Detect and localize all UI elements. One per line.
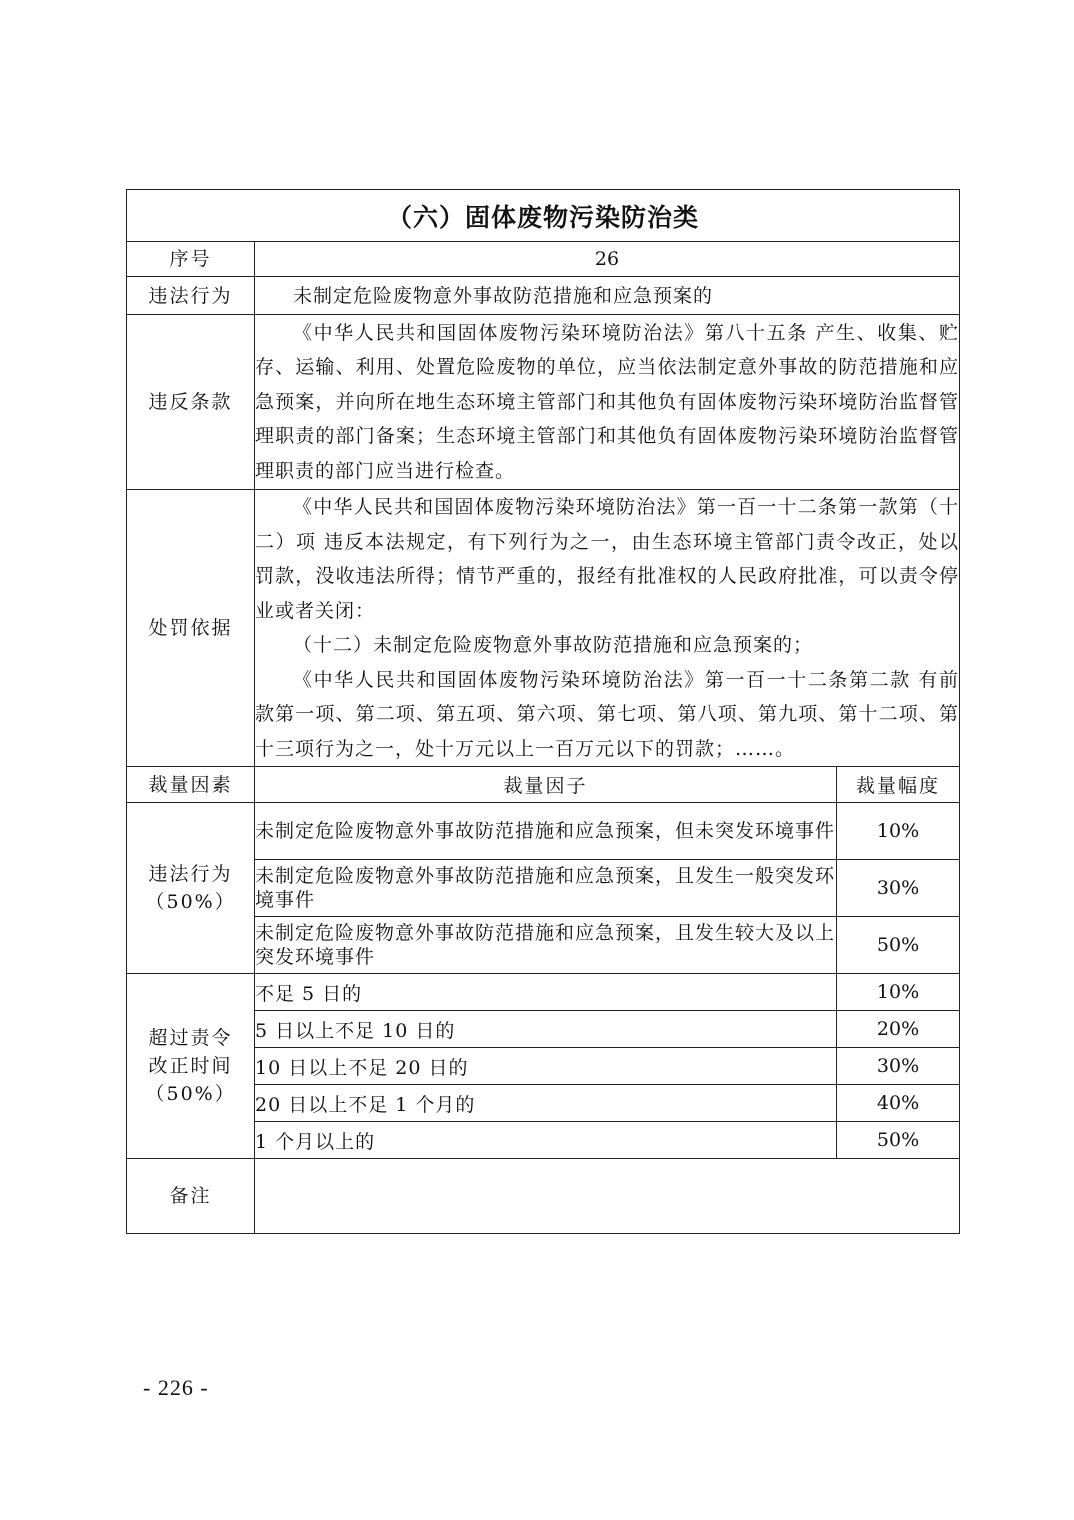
clause-label: 违反条款 [127, 315, 255, 490]
overtime-factor: 不足 5 日的 [255, 974, 837, 1011]
table-title: （六）固体废物污染防治类 [127, 190, 960, 242]
violation-cell [255, 277, 960, 315]
violation-pct: 30% [837, 860, 960, 917]
remarks-label: 备注 [127, 1159, 255, 1234]
violation-pct: 50% [837, 917, 960, 974]
penalty-paragraph: 《中华人民共和国固体废物污染环境防治法》第一百一十二条第二款 有前款第一项、第二项、第五项、第六项、第七项、第八项、第九项、第十二项、第十三项行为之一，处十万元以上一百万元以下的罚款；……。 [255, 668, 960, 760]
penalty-cell [255, 490, 960, 767]
clause-text: 《中华人民共和国固体废物污染环境防治法》第八十五条 产生、收集、贮存、运输、利用、处置危险废物的单位，应当依法制定意外事故的防范措施和应急预案，并向所在地生态环境主管部门和其他负有固体废物污染环境防治监督管理职责的部门备案；生态环境主管部门和其他负有固体废物污染环境防治监督管理职责的部门应当进行检查。 [255, 321, 960, 482]
overtime-pct: 50% [837, 1122, 960, 1159]
violation-pct: 10% [837, 803, 960, 860]
overtime-pct: 20% [837, 1011, 960, 1048]
violation-value: 未制定危险废物意外事故防范措施和应急预案的 [293, 284, 714, 307]
overtime-factor: 20 日以上不足 1 个月的 [255, 1085, 837, 1122]
overtime-pct: 40% [837, 1085, 960, 1122]
overtime-group-label-text: 超过责令改正时间（50%） [145, 1027, 236, 1105]
discretion-range-header: 裁量幅度 [837, 767, 960, 803]
overtime-factor: 10 日以上不足 20 日的 [255, 1048, 837, 1085]
penalty-paragraph: （十二）未制定危险废物意外事故防范措施和应急预案的； [293, 634, 814, 656]
violation-factor: 未制定危险废物意外事故防范措施和应急预案，且发生较大及以上突发环境事件 [255, 917, 837, 974]
overtime-pct: 10% [837, 974, 960, 1011]
overtime-group-label [127, 974, 255, 1159]
seq-value: 26 [255, 242, 960, 277]
violation-label: 违法行为 [127, 277, 255, 315]
violation-group-label [127, 803, 255, 974]
remarks-value [255, 1159, 960, 1234]
violation-factor: 未制定危险废物意外事故防范措施和应急预案，但未突发环境事件 [255, 803, 837, 860]
discretion-item-header: 裁量因子 [255, 767, 837, 803]
overtime-factor: 1 个月以上的 [255, 1122, 837, 1159]
overtime-factor: 5 日以上不足 10 日的 [255, 1011, 837, 1048]
violation-factor: 未制定危险废物意外事故防范措施和应急预案，且发生一般突发环境事件 [255, 860, 837, 917]
violation-group-label-text: 违法行为（50%） [145, 863, 236, 913]
seq-label: 序号 [127, 242, 255, 277]
discretion-factor-header: 裁量因素 [127, 767, 255, 803]
overtime-pct: 30% [837, 1048, 960, 1085]
penalty-discretion-table [126, 189, 960, 1234]
clause-cell [255, 315, 960, 490]
page-number: - 226 - [143, 1375, 209, 1400]
penalty-paragraph: 《中华人民共和国固体废物污染环境防治法》第一百一十二条第一款第（十二）项 违反本法规定，有下列行为之一，由生态环境主管部门责令改正，处以罚款，没收违法所得；情节严重的，报经有批准权的人民政府批准，可以责令停业或者关闭： [255, 496, 960, 622]
penalty-label: 处罚依据 [127, 490, 255, 767]
